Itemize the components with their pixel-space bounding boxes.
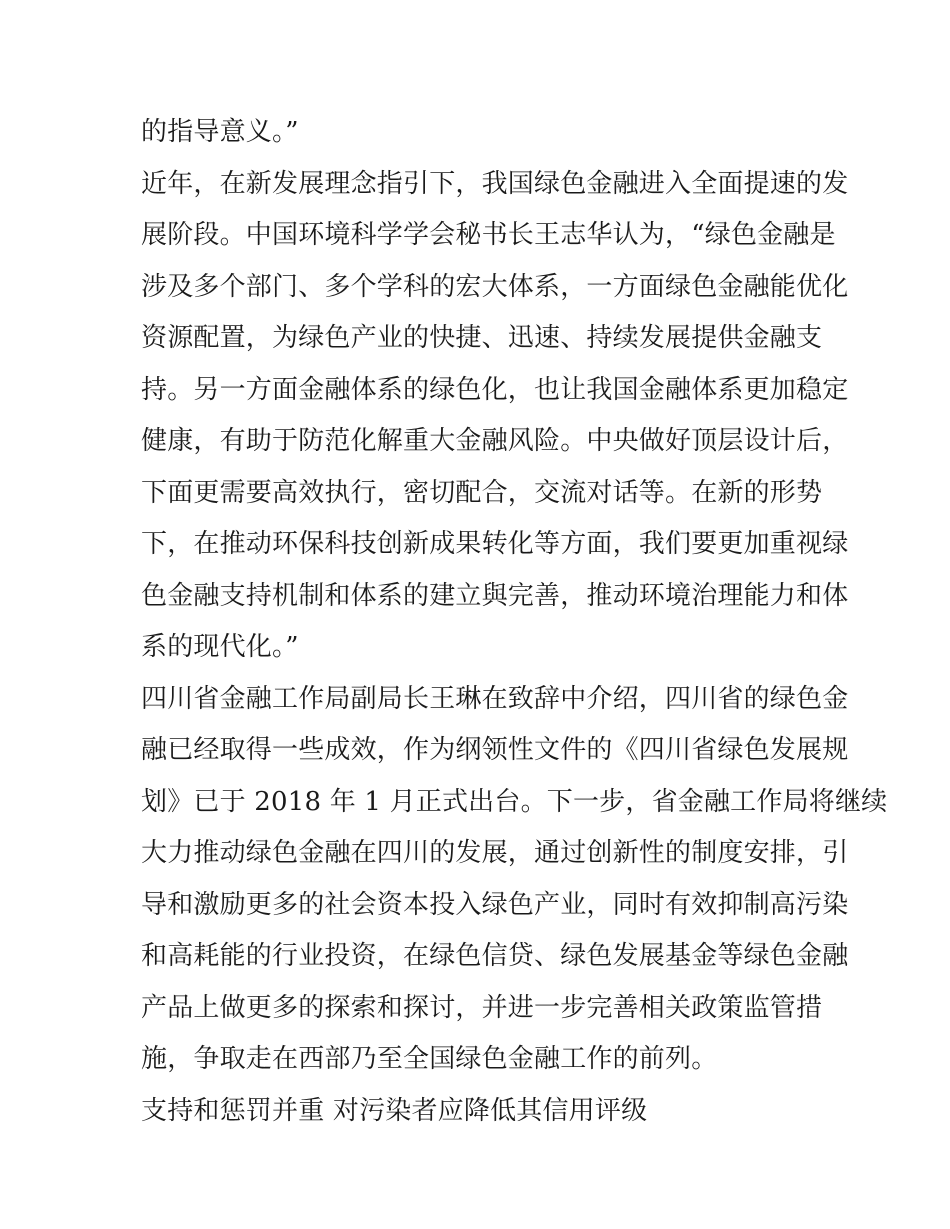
text-line: 健康，有助于防范化解重大金融风险。中央做好顶层设计后， (141, 426, 849, 456)
paragraph-sichuan-finance-bureau (141, 674, 888, 1086)
text-line: 四川省金融工作局副局长王琳在致辞中介绍，四川省的绿色金 (141, 683, 849, 714)
text-line: 导和激励更多的社会资本投入绿色产业，同时有效抑制高污染 (141, 889, 849, 920)
paragraph-continuation (141, 107, 817, 159)
text-line: 色金融支持机制和体系的建立與完善，推动环境治理能力和体 (141, 580, 849, 611)
text-line: 持。另一方面金融体系的绿色化，也让我国金融体系更加稳定 (141, 374, 849, 405)
text-line: 资源配置，为绿色产业的快捷、迅速、持续发展提供金融支 (141, 323, 823, 353)
text-line: 系的现代化。” (141, 632, 299, 662)
text-line: 近年，在新发展理念指引下，我国绿色金融进入全面提速的发 (141, 168, 849, 199)
document-body (141, 107, 888, 1137)
text-line: 下，在推动环保科技创新成果转化等方面，我们要更加重视绿 (141, 529, 849, 559)
text-line: 和高耗能的行业投资，在绿色信贷、绿色发展基金等绿色金融 (141, 941, 849, 971)
text-line: 下面更需要高效执行，密切配合，交流对话等。在新的形势 (141, 477, 823, 508)
text-line: 施，争取走在西部乃至全国绿色金融工作的前列。 (141, 1044, 718, 1074)
text-line: 的指导意义。” (141, 117, 299, 147)
section-heading: 支持和惩罚并重 对污染者应降低其信用评级 (141, 1095, 648, 1126)
text-line: 涉及多个部门、多个学科的宏大体系，一方面绿色金融能优化 (141, 271, 849, 302)
text-line: 融已经取得一些成效，作为纲领性文件的《四川省绿色发展规 (141, 735, 849, 765)
text-line: 划》已于 2018 年 1 月正式出台。下一步，省金融工作局将继续 (141, 786, 888, 817)
text-line: 产品上做更多的探索和探讨，并进一步完善相关政策监管措 (141, 992, 823, 1023)
text-line: 大力推动绿色金融在四川的发展，通过创新性的制度安排，引 (141, 838, 849, 868)
paragraph-green-finance-development (141, 159, 849, 674)
text-line: 展阶段。中国环境科学学会秘书长王志华认为，“绿色金融是 (141, 220, 836, 250)
